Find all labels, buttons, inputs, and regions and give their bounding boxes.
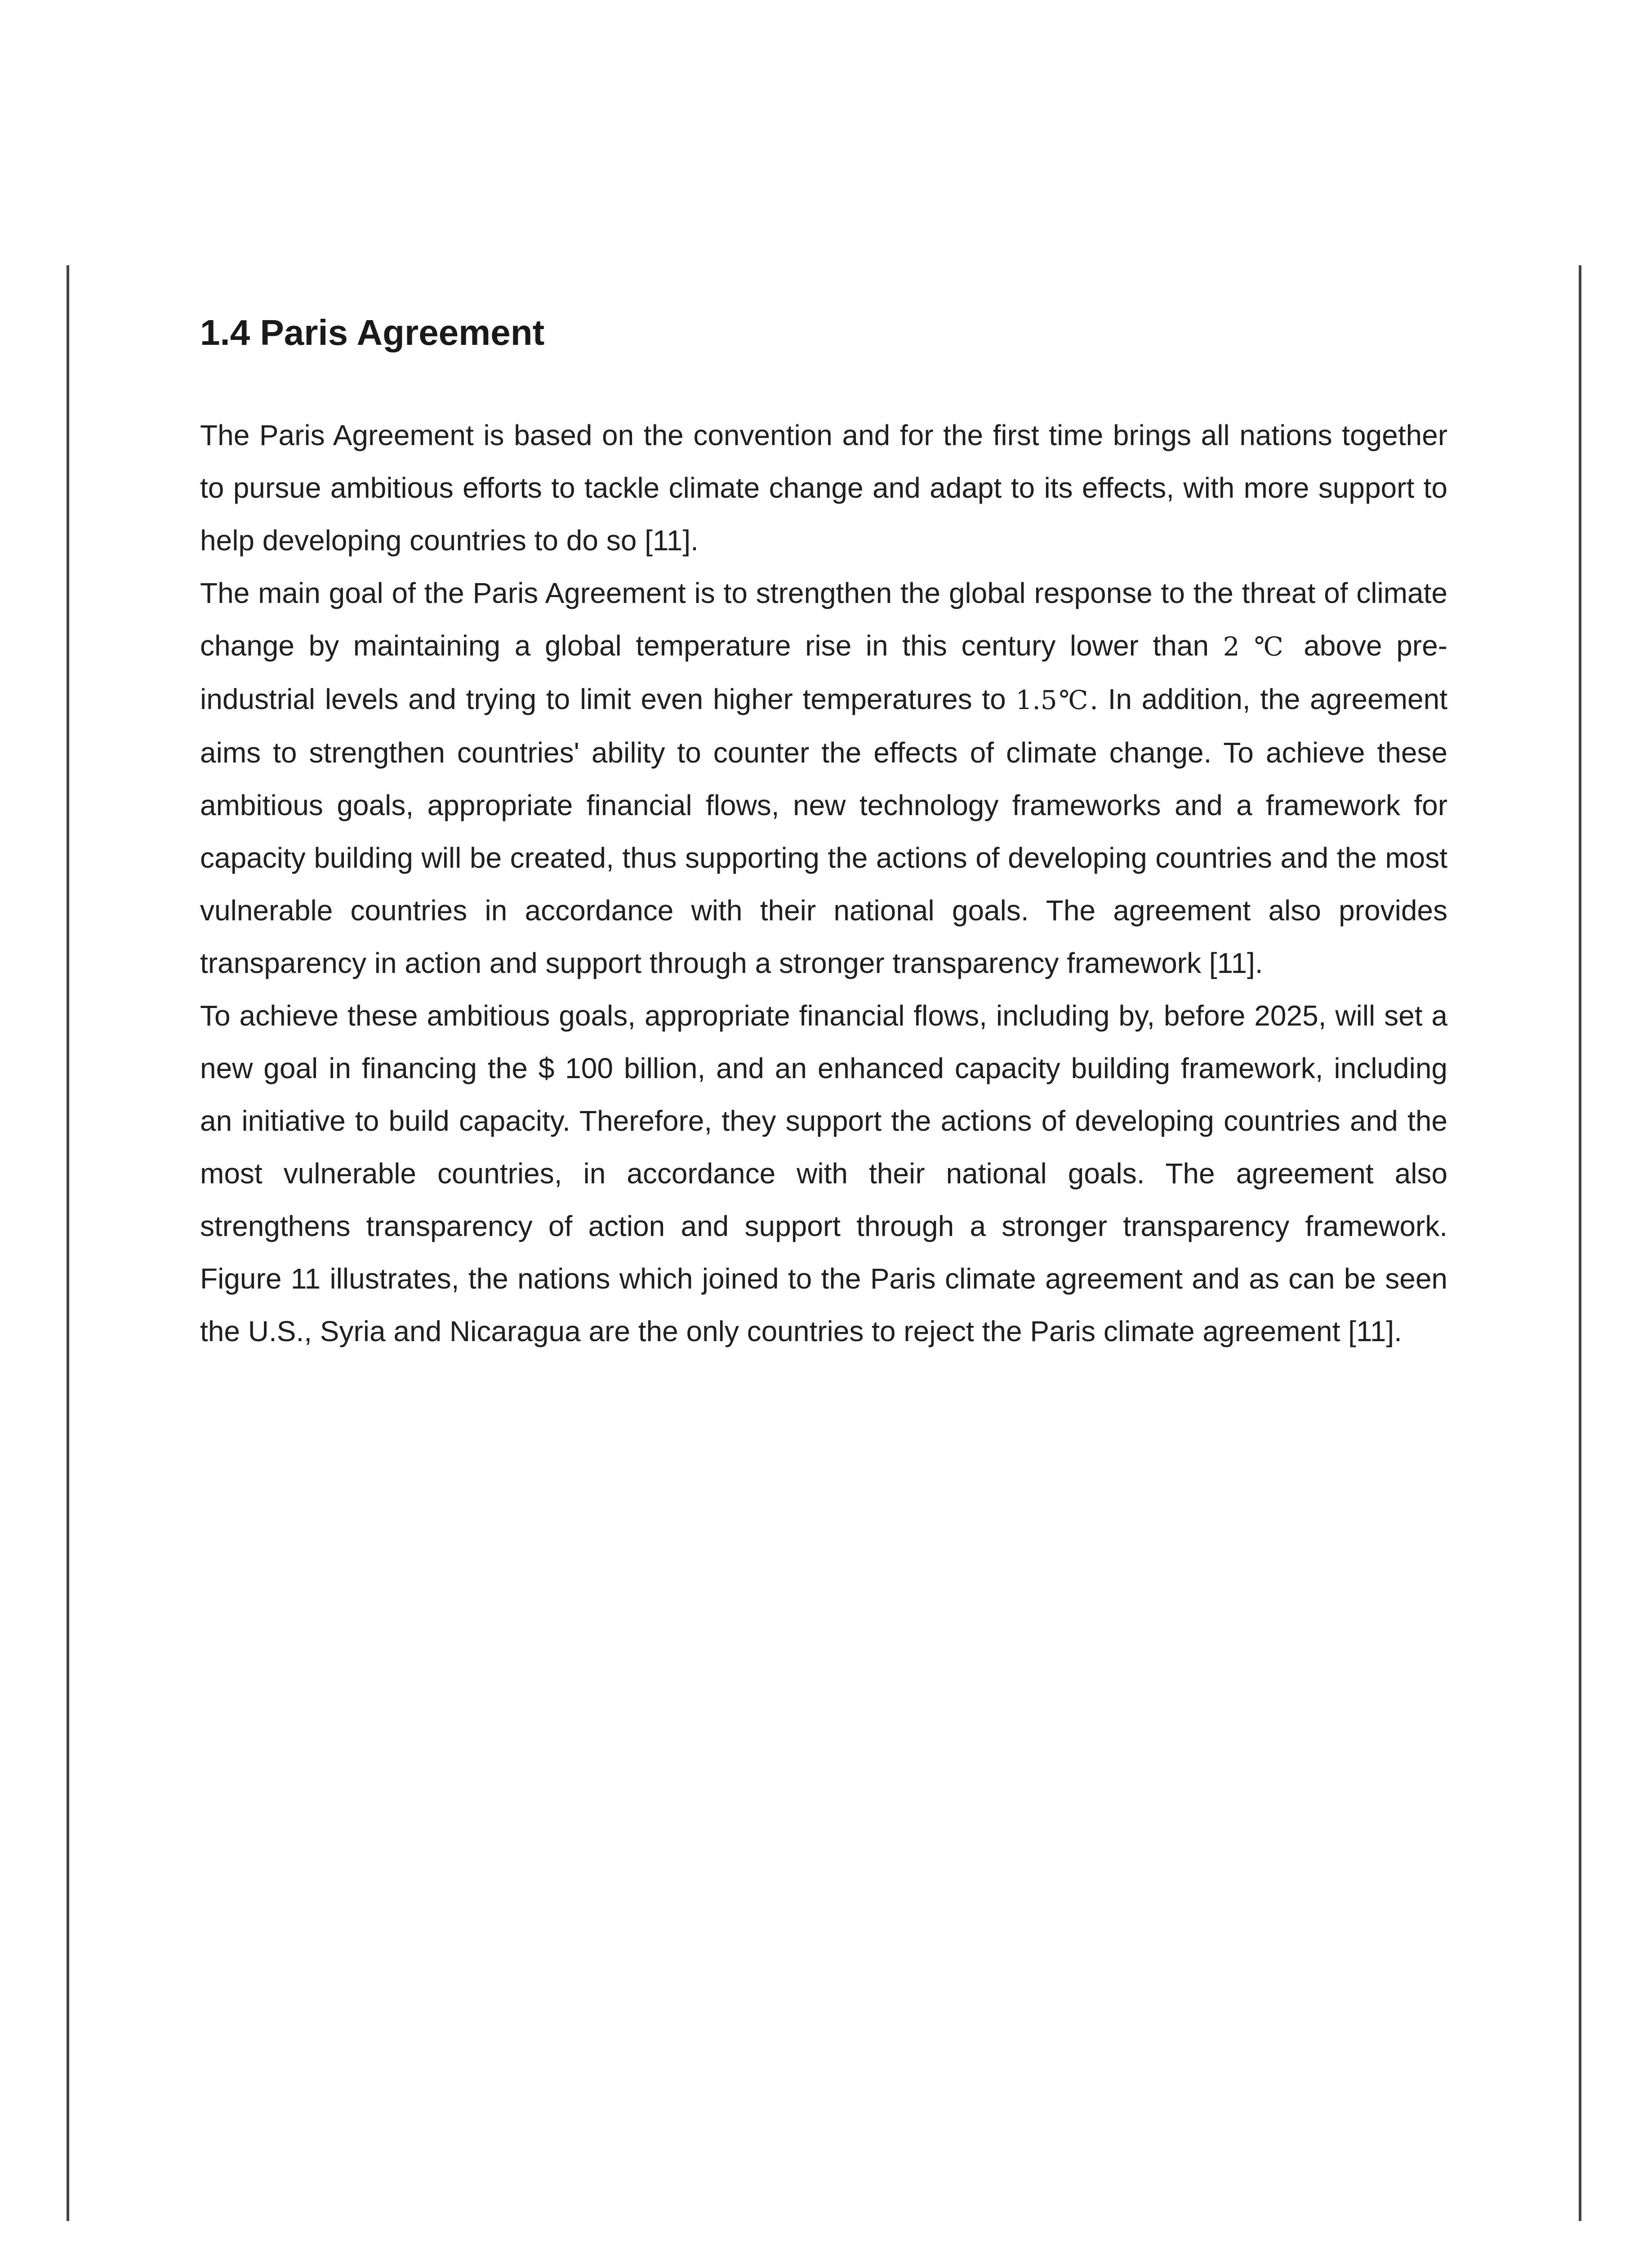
page-border-left — [67, 265, 69, 2221]
document-body — [200, 310, 1447, 1358]
paragraph-main-goal-part2: above pre-industrial levels and trying to limit even higher temperatures to — [200, 629, 1448, 715]
paragraph-main-goal-part1: The main goal of the Paris Agreement is to strengthen the global response to the threat of climate change by maintaining a global temperature rise in this century lower than — [200, 577, 1447, 662]
paragraph-financing: To achieve these ambitious goals, appropriate financial flows, including by, before 2025, will set a new goal in financing the $ 100 billion, and an enhanced capacity building framework, including an initiative to build capacity. Therefore, they support the actions of developing countries and the most vulnerable countries, in accordance with their national goals. The agreement also strengthens transparency of action and support through a stronger transparency framework. Figure 11 illustrates, the nations which joined to the Paris climate agreement and as can be seen the U.S., Syria and Nicaragua are the only countries to reject the Paris climate agreement [11]. — [200, 999, 1447, 1347]
paragraph-main-goal — [200, 567, 1447, 990]
temperature-1-5c: 1.5℃. — [1015, 685, 1098, 715]
paragraph-main-goal-part3: In addition, the agreement aims to strengthen countries' ability to counter the effects of climate change. To achieve these ambitious goals, appropriate financial flows, new technology frameworks and a framework for capacity building will be created, thus supporting the actions of developing countries and the most vulnerable countries in accordance with their national goals. The agreement also provides transparency in action and support through a stronger transparency framework [11]. — [200, 683, 1448, 979]
page-border-right — [1579, 265, 1581, 2221]
section-heading: 1.4 Paris Agreement — [200, 312, 545, 352]
temperature-2c: 2 ℃ — [1223, 631, 1290, 662]
paragraph-intro: The Paris Agreement is based on the convention and for the first time brings all nations together to pursue ambitious efforts to tackle climate change and adapt to its effects, with more support to help developing countries to do so [11]. — [200, 419, 1447, 557]
